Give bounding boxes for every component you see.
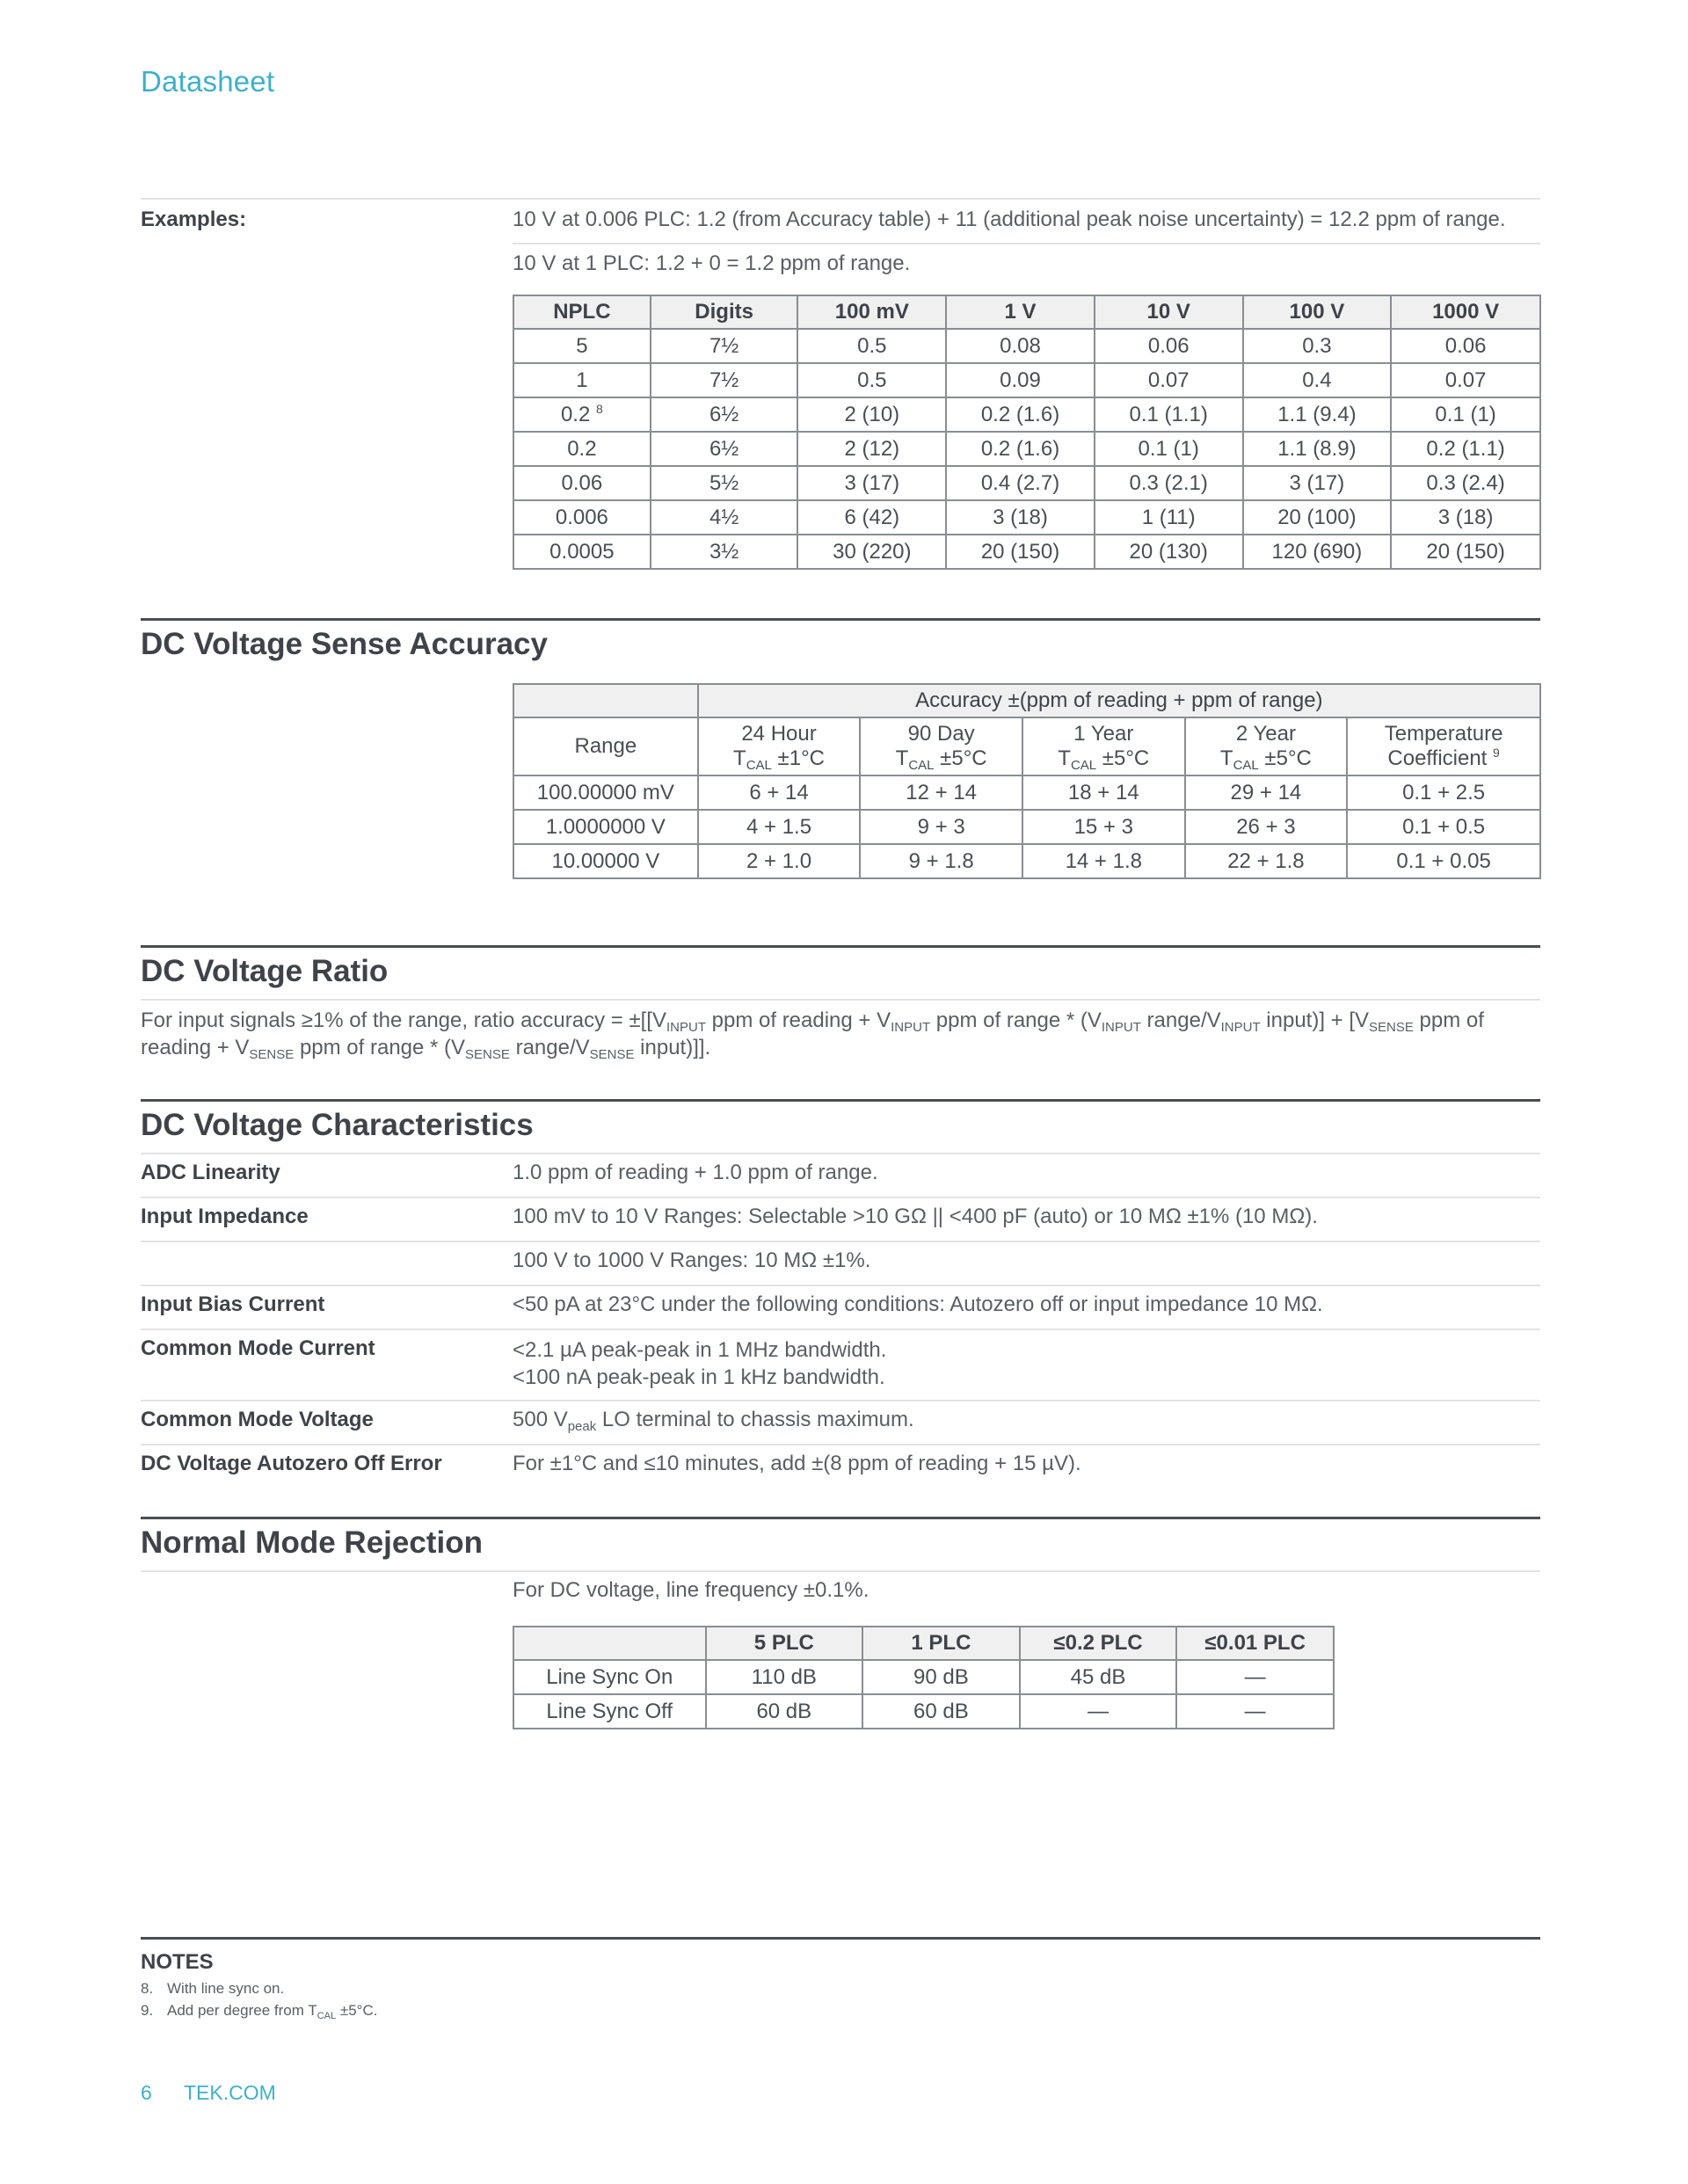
table-row	[513, 397, 1540, 432]
header-24-hour	[698, 717, 861, 775]
header-suffix: ±5°C	[934, 746, 987, 770]
cell: 3½	[651, 535, 798, 569]
header-temperature-coefficient	[1347, 717, 1540, 775]
header-1-year	[1022, 717, 1185, 775]
text: range/V	[1140, 1008, 1221, 1032]
divider	[141, 1153, 1540, 1154]
cell: 5½	[651, 466, 798, 500]
cell: 2 + 1.0	[698, 844, 861, 878]
text-line: <2.1 µA peak-peak in 1 MHz bandwidth.	[513, 1338, 887, 1362]
cell: 3 (18)	[1391, 500, 1540, 535]
cell: 9 + 3	[860, 810, 1022, 844]
table-row	[513, 329, 1540, 363]
spec-label-autozero-off-error: DC Voltage Autozero Off Error	[141, 1452, 442, 1475]
divider	[141, 1241, 1540, 1242]
cell: 0.5	[797, 329, 946, 363]
subscript: INPUT	[1220, 1020, 1261, 1035]
header-1-plc: 1 PLC	[862, 1627, 1020, 1660]
subscript: CAL	[316, 2011, 337, 2021]
note-text: ±5°C.	[336, 2002, 378, 2019]
table-header-row	[513, 295, 1540, 329]
cell-range: 1.0000000 V	[513, 810, 698, 844]
cell: 0.3 (2.4)	[1391, 466, 1540, 500]
row-label: Line Sync On	[513, 1660, 706, 1694]
cell-nplc	[513, 500, 651, 535]
text: reading + V	[141, 1036, 250, 1059]
subscript: CAL	[1233, 758, 1259, 773]
cell-nplc	[513, 466, 651, 500]
cell: 7½	[651, 329, 798, 363]
header-line: 24 Hour	[741, 722, 817, 746]
cell: 60 dB	[862, 1694, 1020, 1729]
spec-label-input-impedance: Input Impedance	[141, 1205, 309, 1228]
cell: 3 (18)	[946, 500, 1095, 535]
text: input)]].	[634, 1036, 711, 1059]
cell: 110 dB	[706, 1660, 863, 1694]
spec-value-common-mode-current	[513, 1336, 886, 1391]
note-number: 9.	[141, 2002, 154, 2019]
nplc-value: 0.2	[567, 436, 597, 461]
spec-value-common-mode-voltage	[513, 1408, 914, 1432]
examples-label: Examples:	[141, 207, 247, 231]
cell: 0.4	[1243, 363, 1392, 397]
cell: 6 (42)	[797, 500, 946, 535]
header-suffix: ±5°C	[1096, 746, 1150, 770]
nplc-noise-table	[513, 295, 1541, 570]
divider	[141, 1329, 1540, 1330]
cell: 0.07	[1391, 363, 1540, 397]
header-suffix: ±1°C	[771, 746, 826, 770]
page-number: 6	[141, 2081, 152, 2104]
cell: 0.06	[1391, 329, 1540, 363]
subscript: SENSE	[589, 1047, 635, 1062]
cell: 18 + 14	[1022, 775, 1185, 810]
text: ppm of	[1413, 1008, 1484, 1032]
note-number: 8.	[141, 1980, 154, 1997]
spec-label-common-mode-voltage: Common Mode Voltage	[141, 1408, 374, 1431]
header-text: Coefficient	[1387, 746, 1488, 770]
cell: 120 (690)	[1243, 535, 1392, 569]
table-row	[513, 432, 1540, 466]
nmr-intro: For DC voltage, line frequency ±0.1%.	[513, 1578, 869, 1602]
cell: 14 + 1.8	[1022, 844, 1185, 878]
spec-value-adc-linearity: 1.0 ppm of reading + 1.0 ppm of range.	[513, 1161, 878, 1184]
text: ppm of range * (V	[930, 1008, 1102, 1032]
header-line	[1348, 746, 1539, 771]
note-text: Add per degree from T	[167, 2002, 317, 2019]
header-1000v: 1000 V	[1391, 295, 1540, 329]
cell: 7½	[651, 363, 798, 397]
t-symbol: T	[1058, 746, 1071, 770]
section-divider	[141, 1099, 1540, 1102]
section-divider	[141, 945, 1540, 948]
divider	[141, 1285, 1540, 1286]
text: range/V	[509, 1036, 590, 1059]
subscript: peak	[567, 1419, 597, 1434]
datasheet-header: Datasheet	[141, 65, 275, 98]
header-empty	[513, 684, 698, 717]
table-header-row	[513, 1627, 1334, 1660]
t-symbol: T	[733, 746, 746, 770]
divider	[513, 243, 1540, 244]
table-row	[513, 1694, 1334, 1729]
header-range: Range	[513, 717, 698, 775]
footnote-ref: 9	[1493, 746, 1500, 760]
cell: 0.1 (1.1)	[1095, 397, 1243, 432]
subscript: CAL	[746, 758, 772, 773]
cell: 0.09	[946, 363, 1095, 397]
cell: 2 (12)	[797, 432, 946, 466]
cell: 12 + 14	[860, 775, 1022, 810]
cell: —	[1176, 1694, 1334, 1729]
row-label: Line Sync Off	[513, 1694, 706, 1729]
cell: 45 dB	[1020, 1660, 1177, 1694]
subscript: SENSE	[1369, 1020, 1414, 1035]
cell: 3 (17)	[1243, 466, 1392, 500]
spec-label-common-mode-current: Common Mode Current	[141, 1336, 375, 1360]
header-100mv: 100 mV	[797, 295, 946, 329]
header-0-01-plc: ≤0.01 PLC	[1176, 1627, 1334, 1660]
text: 500 V	[513, 1408, 568, 1431]
text: For input signals ≥1% of the range, ratio accuracy = ±[[V	[141, 1008, 666, 1032]
cell: 30 (220)	[797, 535, 946, 569]
cell: 1.1 (8.9)	[1243, 432, 1392, 466]
cell: 3 (17)	[797, 466, 946, 500]
divider	[141, 999, 1540, 1001]
cell: 6 + 14	[698, 775, 861, 810]
footnote-ref: 8	[596, 401, 603, 416]
note-8	[141, 1980, 284, 1998]
header-5-plc: 5 PLC	[706, 1627, 863, 1660]
header-line: 2 Year	[1235, 722, 1296, 746]
text-line: <100 nA peak-peak in 1 kHz bandwidth.	[513, 1365, 885, 1389]
text: ppm of reading + V	[705, 1008, 891, 1032]
cell: 4½	[651, 500, 798, 535]
cell: 0.1 (1)	[1095, 432, 1243, 466]
subscript: INPUT	[891, 1020, 931, 1035]
nmr-table	[513, 1626, 1335, 1729]
spec-label-input-bias-current: Input Bias Current	[141, 1292, 325, 1316]
cell: 0.08	[946, 329, 1095, 363]
cell: 0.5	[797, 363, 946, 397]
cell: 6½	[651, 432, 798, 466]
section-title-ratio: DC Voltage Ratio	[141, 954, 389, 988]
cell: —	[1020, 1694, 1177, 1729]
table-row	[513, 500, 1540, 535]
cell: 0.1 (1)	[1391, 397, 1540, 432]
cell: 9 + 1.8	[860, 844, 1022, 878]
header-1v: 1 V	[946, 295, 1095, 329]
divider	[141, 1400, 1540, 1401]
header-suffix: ±5°C	[1258, 746, 1312, 770]
text: ppm of range * (V	[294, 1036, 466, 1059]
cell: 20 (100)	[1243, 500, 1392, 535]
cell-nplc	[513, 397, 651, 432]
cell: 0.3 (2.1)	[1095, 466, 1243, 500]
header-empty	[513, 1627, 706, 1660]
nplc-value: 0.2	[560, 402, 591, 426]
header-line: 90 Day	[907, 722, 975, 746]
cell-nplc	[513, 432, 651, 466]
divider	[141, 198, 1540, 200]
example-line-2: 10 V at 1 PLC: 1.2 + 0 = 1.2 ppm of range.	[513, 251, 911, 275]
subscript: CAL	[1070, 758, 1097, 773]
cell-nplc	[513, 535, 651, 569]
cell: 22 + 1.8	[1185, 844, 1348, 878]
divider	[141, 1444, 1540, 1445]
header-nplc: NPLC	[513, 295, 651, 329]
cell-nplc	[513, 363, 651, 397]
section-divider	[141, 1517, 1540, 1519]
cell: 0.1 + 2.5	[1347, 775, 1540, 810]
header-accuracy-group: Accuracy ±(ppm of reading + ppm of range)	[698, 684, 1540, 717]
header-line	[1023, 746, 1184, 771]
cell-range: 10.00000 V	[513, 844, 698, 878]
t-symbol: T	[1219, 746, 1233, 770]
table-header-row	[513, 684, 1540, 717]
section-title-characteristics: DC Voltage Characteristics	[141, 1108, 534, 1142]
cell-range: 100.00000 mV	[513, 775, 698, 810]
footer-site-link[interactable]: TEK.COM	[184, 2081, 276, 2104]
cell: 2 (10)	[797, 397, 946, 432]
cell: 0.06	[1095, 329, 1243, 363]
subscript: INPUT	[666, 1020, 706, 1035]
table-row	[513, 466, 1540, 500]
nplc-value: 0.006	[555, 505, 608, 529]
note-text: With line sync on.	[167, 1980, 285, 1997]
header-line	[699, 746, 860, 771]
spec-label-adc-linearity: ADC Linearity	[141, 1161, 280, 1184]
text: input)] + [V	[1260, 1008, 1370, 1032]
section-title-sense-accuracy: DC Voltage Sense Accuracy	[141, 627, 548, 661]
cell: 1 (11)	[1095, 500, 1243, 535]
divider	[141, 1570, 1540, 1572]
cell: 29 + 14	[1185, 775, 1348, 810]
cell: 4 + 1.5	[698, 810, 861, 844]
table-row	[513, 775, 1540, 810]
subscript: CAL	[908, 758, 935, 773]
cell: 0.3	[1243, 329, 1392, 363]
header-90-day	[860, 717, 1022, 775]
header-100v: 100 V	[1243, 295, 1392, 329]
notes-title: NOTES	[141, 1950, 214, 1974]
section-divider	[141, 618, 1540, 621]
cell: 90 dB	[862, 1660, 1020, 1694]
ratio-formula	[141, 1007, 1547, 1061]
cell: —	[1176, 1660, 1334, 1694]
cell: 20 (150)	[1391, 535, 1540, 569]
table-row	[513, 810, 1540, 844]
nplc-value: 5	[576, 333, 588, 358]
spec-value-input-impedance: 100 mV to 10 V Ranges: Selectable >10 GΩ || <400 pF (auto) or 10 MΩ ±1% (10 MΩ).	[513, 1205, 1318, 1228]
spec-value-input-bias-current: <50 pA at 23°C under the following conditions: Autozero off or input impedance 10 MΩ.	[513, 1292, 1323, 1316]
cell: 0.2 (1.6)	[946, 397, 1095, 432]
header-line: Temperature	[1384, 722, 1503, 746]
subscript: SENSE	[249, 1047, 295, 1062]
section-title-nmr: Normal Mode Rejection	[141, 1525, 483, 1560]
header-0-2-plc: ≤0.2 PLC	[1020, 1627, 1177, 1660]
header-line	[1186, 746, 1347, 771]
cell: 26 + 3	[1185, 810, 1348, 844]
t-symbol: T	[895, 746, 909, 770]
cell: 20 (130)	[1095, 535, 1243, 569]
spec-value-autozero-off-error: For ±1°C and ≤10 minutes, add ±(8 ppm of reading + 15 µV).	[513, 1452, 1081, 1475]
cell: 60 dB	[706, 1694, 863, 1729]
nplc-value: 0.06	[561, 470, 603, 495]
header-digits: Digits	[651, 295, 798, 329]
table-row	[513, 363, 1540, 397]
cell: 0.1 + 0.05	[1347, 844, 1540, 878]
spec-value-input-impedance-high: 100 V to 1000 V Ranges: 10 MΩ ±1%.	[513, 1249, 871, 1272]
cell: 0.2 (1.1)	[1391, 432, 1540, 466]
nplc-value: 0.0005	[549, 539, 615, 564]
cell: 0.2 (1.6)	[946, 432, 1095, 466]
cell: 0.1 + 0.5	[1347, 810, 1540, 844]
header-line	[861, 746, 1022, 771]
table-row	[513, 844, 1540, 878]
example-line-1: 10 V at 0.006 PLC: 1.2 (from Accuracy table) + 11 (additional peak noise uncertainty) = 12.2 ppm of range.	[513, 207, 1506, 231]
text: LO terminal to chassis maximum.	[596, 1408, 914, 1431]
cell: 15 + 3	[1022, 810, 1185, 844]
cell: 0.4 (2.7)	[946, 466, 1095, 500]
subscript: SENSE	[465, 1047, 510, 1062]
cell: 1.1 (9.4)	[1243, 397, 1392, 432]
note-9	[141, 2002, 377, 2020]
nplc-value: 1	[576, 368, 588, 392]
table-row	[513, 1660, 1334, 1694]
header-10v: 10 V	[1095, 295, 1243, 329]
cell: 20 (150)	[946, 535, 1095, 569]
table-row	[513, 535, 1540, 569]
sense-accuracy-table	[513, 683, 1541, 879]
header-2-year	[1185, 717, 1348, 775]
table-subheader-row	[513, 717, 1540, 775]
header-line: 1 Year	[1073, 722, 1134, 746]
cell: 0.07	[1095, 363, 1243, 397]
divider	[141, 1197, 1540, 1198]
subscript: INPUT	[1101, 1020, 1141, 1035]
cell: 6½	[651, 397, 798, 432]
cell-nplc	[513, 329, 651, 363]
section-divider	[141, 1937, 1540, 1940]
